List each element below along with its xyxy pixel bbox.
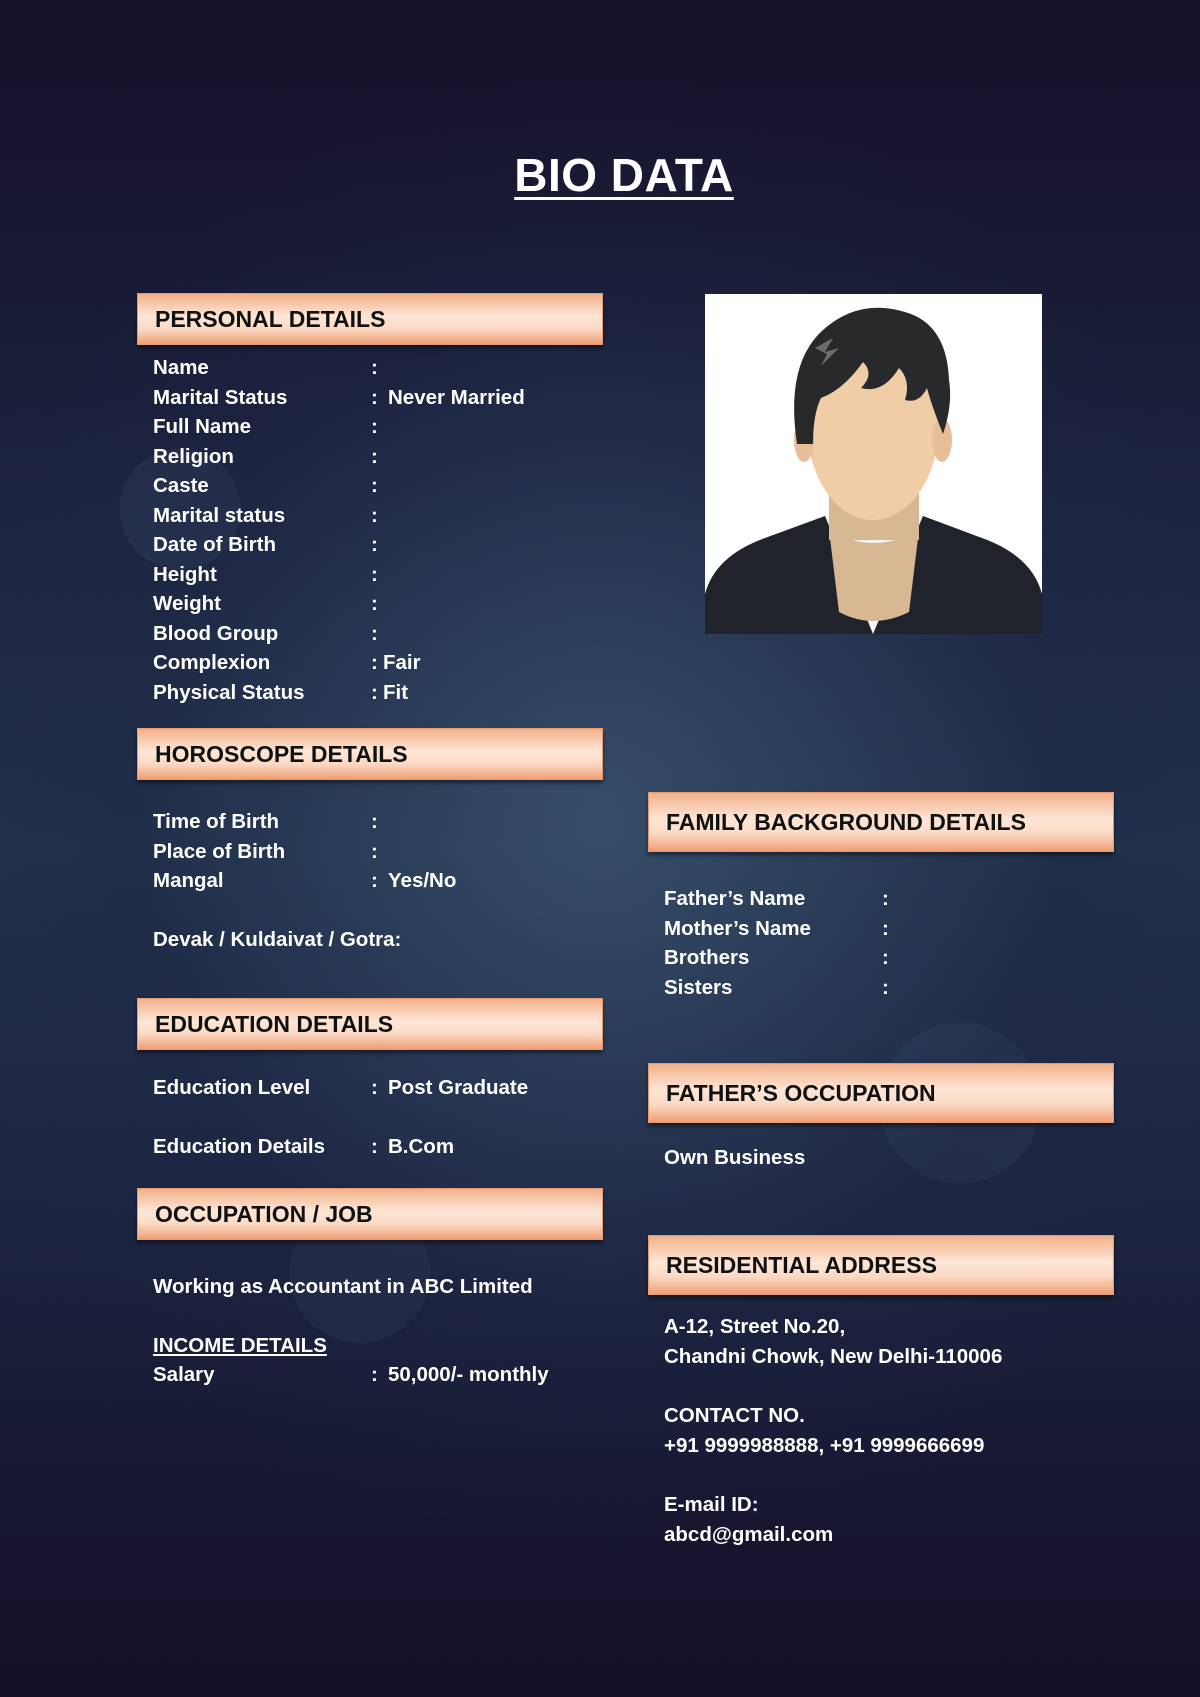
- education-details-header: EDUCATION DETAILS: [137, 998, 603, 1050]
- address-line-2: Chandni Chowk, New Delhi-110006: [664, 1344, 1003, 1368]
- income-details-heading: INCOME DETAILS: [153, 1334, 327, 1357]
- email-label: E-mail ID:: [664, 1493, 759, 1516]
- residential-address-header: RESIDENTIAL ADDRESS: [648, 1235, 1114, 1295]
- bio-data-page: BIO DATA PERSONAL DETAILS Name : Marital Status : Never Married Full Name : Religion : Caste : Marital status : Date of Birth : Height : Weight : Blood Group : Complexion : Fair Physical Status : Fit HOROSCOPE DETAILS Time of Birth : Place of Birth : Mangal : Yes/No Devak / Kuldaivat / Gotra: EDUCATION DETAILS Education Level : Post Graduate Education Details : B.Com OCCUPATION / JOB Working as Accountant in ABC Limited INCOME DETAILS Salary : 50,000/- monthly FAMILY BACKGROUND DETAILS Father’s Name : Mother’s Name : Brothers : Sisters : FATHER’S OCCUPATION Own Business RESIDENTIAL ADDRESS A-12, Street No.20, Chandni Chowk, New Delhi-110006 CONTACT NO. +91 9999988888, +91 9999666699 E-mail ID: abcd@gmail.com: [0, 0, 1200, 1697]
- gotra-label: Devak / Kuldaivat / Gotra:: [153, 928, 402, 951]
- family-background-header: FAMILY BACKGROUND DETAILS: [648, 792, 1114, 852]
- contact-label: CONTACT NO.: [664, 1404, 805, 1427]
- address-line-1: A-12, Street No.20,: [664, 1315, 846, 1338]
- occupation-text: Working as Accountant in ABC Limited: [153, 1275, 533, 1298]
- horoscope-details-header: HOROSCOPE DETAILS: [137, 728, 603, 780]
- person-avatar-icon: [705, 294, 1042, 634]
- occupation-header: OCCUPATION / JOB: [137, 1188, 603, 1240]
- fathers-occupation-header: FATHER’S OCCUPATION: [648, 1063, 1114, 1123]
- email-value: abcd@gmail.com: [664, 1522, 834, 1546]
- contact-value: +91 9999988888, +91 9999666699: [664, 1433, 985, 1457]
- personal-details-header: PERSONAL DETAILS: [137, 293, 603, 345]
- fathers-occupation-text: Own Business: [664, 1146, 806, 1169]
- page-title: BIO DATA: [514, 149, 734, 201]
